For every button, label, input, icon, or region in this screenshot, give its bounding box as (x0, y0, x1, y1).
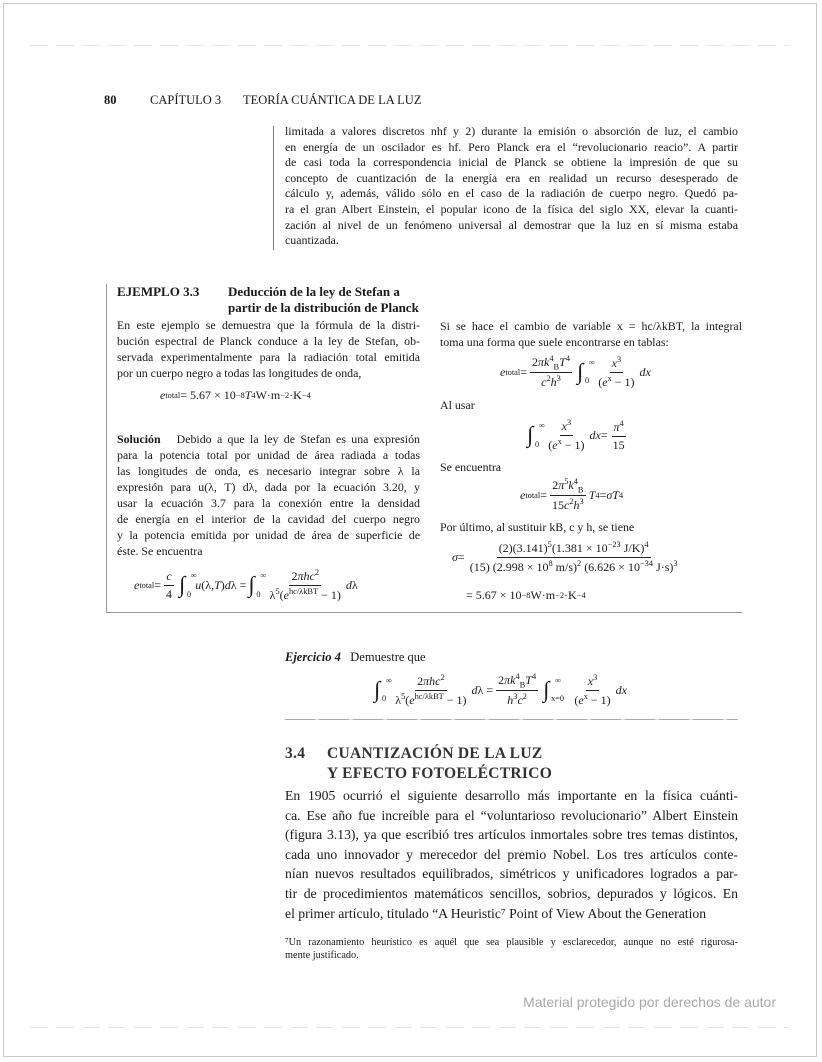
math-text: 2 (498, 673, 505, 687)
math-superscript: 3 (566, 418, 572, 427)
math-text: − 1) (611, 374, 635, 389)
exercise-heading (285, 650, 426, 665)
math-superscript: −2 (280, 391, 290, 400)
example-title (117, 284, 419, 316)
text-line: limitada a valores discretos nhf y 2) durante la emisión o absorción de luz, el cambio (285, 124, 738, 138)
math-fraction (496, 672, 538, 708)
math-variable: c (166, 569, 172, 583)
math-text: ·K (289, 388, 302, 402)
text-line: ca. Ese año fue increíble para el “voluntarioso revolucionario” Albert Einstein (285, 807, 738, 823)
math-text: 2 (417, 673, 424, 688)
section-title-line2: Y EFECTO FOTOELÉCTRICO (327, 765, 553, 782)
integral-upper-limit: ∞ (191, 571, 197, 581)
text-line: concepto de cuantización de la energía era en realidad un recurso desesperado de (285, 170, 738, 185)
math-text: (15) (2.998 × 10 (469, 560, 549, 574)
text-line: bución espectral de Planck conduce a la ley de Stefan, ob- (117, 334, 420, 348)
exercise-equation (372, 672, 627, 708)
math-variable: x (587, 673, 594, 688)
intro-margin-bar (273, 126, 274, 250)
math-variable: x (611, 355, 617, 370)
math-fraction (596, 355, 636, 390)
math-variable: e (552, 438, 558, 452)
integral-sign-icon (248, 571, 267, 599)
math-variable: σT (606, 487, 619, 502)
math-superscript: −8 (521, 591, 531, 600)
integral-symbol: ∫ (543, 676, 550, 702)
fraction-numerator (496, 672, 538, 691)
text-line: ra el gran Albert Einstein, el popular icono de la física del siglo XX, elevar la cuanti- (285, 201, 738, 216)
math-variable: πhc (297, 569, 315, 583)
math-superscript: 5 (547, 540, 552, 549)
math-text: ( (405, 692, 410, 707)
math-variable: T (525, 673, 532, 687)
math-variable: e (283, 588, 289, 602)
fraction-numerator (415, 673, 447, 691)
math-subscript: B (577, 485, 584, 495)
equation-sigma-numeric (452, 540, 683, 575)
math-superscript: 4 (565, 354, 570, 363)
math-variable: T (588, 487, 596, 502)
math-superscript: 4 (573, 477, 578, 486)
math-variable: e (602, 374, 608, 389)
solution-block (117, 431, 420, 559)
math-text: J/K) (620, 541, 645, 555)
math-superscript: 2 (546, 374, 551, 384)
math-text: λ (395, 692, 402, 707)
equation-sigma-value (466, 588, 586, 603)
text-line: (figura 3.13), ya que escribió tres artículos inmortales sobre tres temas distintos, (285, 827, 738, 843)
text-line: de casi toda la correspondencia inicial de Planck se obtiene la impresión de que su (285, 155, 738, 170)
math-text: 2 (532, 355, 538, 369)
section-number: 3.4 (285, 745, 306, 762)
text-line: para la potencia total por unidad de área radiada a todas (117, 448, 420, 462)
text-line: servada experimentalmente para la radiación total emitida (117, 350, 420, 364)
math-text: 2 (552, 478, 559, 492)
integral-lower-limit: 0 (187, 589, 192, 599)
fraction-numerator (612, 419, 626, 437)
math-text: − 1) (561, 438, 585, 452)
math-superscript: −8 (235, 391, 245, 400)
integral-symbol: ∫ (527, 422, 534, 448)
math-text: = 5.67 × 10 (466, 588, 522, 602)
math-superscript: x (557, 437, 562, 446)
math-superscript: 2 (522, 692, 527, 702)
math-text: W·m (255, 388, 281, 402)
math-superscript: 3 (593, 672, 598, 682)
integral-symbol: ∫ (179, 572, 186, 598)
math-text: = (457, 550, 465, 564)
fraction-denominator (550, 496, 586, 513)
math-superscript: 5 (564, 477, 569, 486)
integral-sign-icon (527, 421, 545, 449)
math-text: λ (269, 588, 276, 602)
math-superscript: hc/λkBT (288, 587, 319, 596)
math-superscript: 4 (644, 540, 649, 549)
footnote (285, 936, 738, 962)
math-text: W·m (530, 588, 556, 602)
math-fraction (546, 418, 586, 453)
example-intro (117, 317, 420, 381)
math-variable: dx (639, 364, 651, 379)
fraction-numerator (610, 355, 624, 373)
math-superscript: −4 (576, 591, 586, 600)
math-superscript: 3 (579, 497, 584, 507)
math-superscript: x (607, 373, 612, 383)
equation-total-integral (134, 568, 358, 603)
math-variable: πhc (423, 673, 441, 688)
math-variable: T (559, 355, 566, 369)
math-superscript: x (583, 691, 588, 701)
text-line: cada uno innovador y merecedor del premio Nobel. Los tres artículos conte- (285, 846, 738, 862)
integral-symbol: ∫ (248, 572, 255, 598)
math-text: J·s) (653, 560, 674, 574)
text-line: éste. Se encuentra (117, 544, 203, 558)
integral-lower-limit: 0 (382, 694, 387, 704)
text-line: cálculo y, además, válido sólo en el caso de la radiación de cuerpo negro. Quedó pa- (285, 186, 738, 201)
scan-artifact-top (30, 45, 790, 46)
fraction-numerator (289, 568, 321, 586)
math-variable: e (160, 388, 166, 402)
math-superscript: 2 (577, 559, 582, 568)
math-variable: πk (504, 673, 516, 687)
fraction-numerator (560, 418, 574, 436)
text-line: tir de procedimientos matemáticos sencillos, sobrios, depurados y lógicos. En (285, 885, 738, 901)
scan-artifact-bottom (30, 1027, 790, 1028)
text-line: nían nuevos resultados equilibrados, simétricos y unificadores logrados a par- (285, 866, 738, 882)
text-line: en energía de un oscilador es hf. Pero Planck era el “revolucionario reacio”. A partir (285, 139, 738, 154)
math-variable: T (214, 578, 221, 592)
chapter-label: CAPÍTULO 3 (150, 93, 222, 107)
math-fraction (572, 673, 612, 708)
solution-first-line (117, 431, 420, 447)
section-heading (285, 744, 552, 784)
math-text: = (599, 487, 607, 502)
fraction-denominator (505, 691, 529, 708)
intro-paragraph (285, 124, 738, 249)
solution-rest (117, 447, 420, 559)
math-fraction (530, 354, 572, 390)
math-superscript: hc/λkBT (414, 691, 444, 701)
text-line: mente justificado. (285, 950, 359, 961)
math-superscript: 4 (618, 490, 624, 500)
math-text: (λ, (201, 578, 215, 592)
integral-sign-icon (577, 357, 595, 386)
solution-label: Solución (117, 432, 161, 446)
text-line: cuantizada. (285, 233, 339, 248)
math-superscript: 2 (314, 568, 320, 577)
math-variable: c (564, 498, 570, 513)
math-text: ( (574, 692, 579, 707)
integral-sign-icon (543, 675, 564, 704)
math-variable: d (224, 578, 231, 592)
example-bottom-rule (106, 612, 742, 613)
integral-symbol: ∫ (374, 676, 381, 702)
math-text: − 1) (443, 692, 467, 707)
math-text: (1.381 × 10 (551, 541, 608, 555)
math-variable: e (134, 578, 140, 592)
text-line: y la potencia emitida por unidad de área de superficie de (117, 528, 420, 542)
equation-sigma-definition (520, 477, 623, 513)
math-fraction (393, 673, 468, 708)
fraction-denominator (268, 586, 343, 603)
math-subscript: total (505, 367, 521, 377)
integral-upper-limit: ∞ (539, 421, 545, 431)
math-text: 4 (166, 587, 172, 601)
math-variable: d (345, 578, 352, 592)
equation-substitution (500, 354, 651, 390)
math-superscript: −23 (607, 540, 621, 549)
math-text: ·K (564, 588, 577, 602)
math-variable: c (541, 375, 547, 390)
text-line: En 1905 ocurrió el siguiente desarrollo más importante en la física cuánti- (285, 788, 738, 803)
fraction-numerator (497, 540, 651, 558)
integral-upper-limit: ∞ (589, 357, 595, 367)
integral-lower-limit: 0 (585, 376, 590, 386)
fraction-denominator (393, 691, 468, 708)
fraction-denominator (596, 373, 636, 390)
math-text: 15 (612, 437, 625, 452)
chapter-title: TEORÍA CUÁNTICA DE LA LUZ (243, 93, 422, 107)
copyright-watermark: Material protegido por derechos de autor (523, 994, 776, 1010)
text-line: En este ejemplo se demuestra que la fórmula de la distri- (117, 318, 420, 332)
math-text: λ (351, 578, 358, 592)
integral-symbol: ∫ (577, 358, 584, 384)
text-line: el primer artículo, titulado “A Heuristic⁷ Point of View About the Generation (285, 905, 707, 921)
math-superscript: 5 (275, 587, 280, 596)
math-text: (2)(3.141) (498, 541, 548, 555)
math-variable: h (550, 375, 557, 390)
example-margin-bar (106, 284, 107, 613)
math-text: ( (279, 588, 284, 602)
fraction-denominator (164, 586, 174, 602)
text-line: Si se hace el cambio de variable x = hc/λkBT, la integral (440, 319, 742, 333)
math-variable: e (409, 692, 415, 707)
math-superscript: 3 (616, 354, 622, 364)
page-number: 80 (104, 93, 117, 107)
math-text: = 5.67 × 10 (180, 388, 236, 402)
example-title-line1: Deducción de la ley de Stefan a (228, 284, 400, 299)
math-superscript: −2 (555, 591, 565, 600)
math-text: = (520, 364, 527, 379)
math-variable: d (471, 682, 478, 697)
math-variable: c (517, 693, 523, 708)
fraction-denominator (468, 558, 680, 575)
math-superscript: 3 (673, 559, 678, 568)
math-superscript: 4 (251, 391, 256, 400)
math-text: (6.626 × 10 (581, 560, 640, 574)
integral-lower-limit: x=0 (551, 694, 564, 704)
math-text: − 1) (587, 692, 611, 707)
math-superscript: 5 (401, 691, 406, 701)
math-text: λ = (230, 578, 247, 592)
math-subscript: B (519, 680, 526, 690)
example-title-line2: partir de la distribución de Planck (228, 300, 419, 315)
math-superscript: −4 (301, 391, 311, 400)
fraction-numerator (586, 673, 600, 691)
math-text: ) (220, 578, 225, 592)
al-usar-text: Al usar (440, 398, 475, 412)
math-variable: e (578, 692, 584, 707)
math-variable: σ (452, 550, 458, 564)
solution-paragraph (117, 431, 420, 559)
math-subscript: total (525, 490, 541, 500)
integral-upper-limit: ∞ (555, 675, 561, 685)
integral-lower-limit: 0 (535, 439, 540, 449)
exercise-prompt: Demuestre que (350, 650, 426, 664)
math-subscript: total (165, 391, 181, 400)
math-text: m/s) (552, 560, 577, 574)
equation-stefan (160, 388, 311, 403)
variable-change-text (440, 318, 742, 350)
integral-sign-icon (179, 571, 197, 599)
math-superscript: 2 (440, 672, 445, 682)
text-line: de energía en el interior de la cavidad del cuerpo negro (117, 512, 420, 526)
fraction-numerator (164, 569, 173, 586)
math-variable: h (573, 498, 580, 513)
math-variable: h (507, 693, 514, 708)
math-subscript: total (139, 581, 155, 590)
integral-upper-limit: ∞ (260, 571, 267, 581)
math-text: 2 (291, 569, 298, 583)
text-line: por un cuerpo negro a todas las longitudes de onda, (117, 366, 362, 380)
se-encuentra-text: Se encuentra (440, 460, 502, 474)
math-superscript: 4 (549, 354, 554, 363)
fraction-denominator (611, 437, 627, 453)
math-text: = (540, 487, 547, 502)
integral-upper-limit: ∞ (386, 675, 392, 685)
equation-table-integral (525, 418, 630, 453)
text-line: ⁷Un razonamiento heurístico es aquél que sea plausible y esclarecedor, aunque no esté rigurosa- (285, 937, 738, 948)
integral-sign-icon (374, 675, 392, 704)
text-line: expresión para u(λ, T) dλ, dada por la ecuación 3.20, y (117, 480, 420, 494)
integral-lower-limit: 0 (256, 589, 261, 599)
math-superscript: 4 (531, 672, 537, 681)
fraction-denominator (546, 436, 586, 453)
math-superscript: 4 (619, 418, 624, 428)
math-variable: k (568, 478, 574, 492)
math-superscript: 3 (556, 374, 561, 384)
example-label: EJEMPLO 3.3 (117, 284, 200, 299)
exercise-divider (285, 719, 738, 720)
fraction-denominator (572, 691, 612, 708)
text-line: toma una forma que suele encontrarse en tablas: (440, 335, 669, 349)
math-superscript: 8 (548, 559, 553, 568)
math-fraction (550, 477, 586, 513)
body-paragraph (285, 786, 738, 923)
math-subscript: B (553, 362, 560, 372)
math-variable: x (561, 419, 567, 433)
math-text: ( (548, 438, 553, 452)
math-fraction (268, 568, 343, 603)
text-line: usar la ecuación 3.7 para la conexión entre la densidad (117, 496, 420, 510)
math-superscript: −34 (639, 559, 654, 568)
fraction-numerator (550, 477, 585, 496)
fraction-numerator (530, 354, 572, 373)
math-variable: T (244, 388, 252, 402)
fraction-denominator (539, 373, 563, 390)
math-fraction (468, 540, 680, 575)
math-text: = (600, 428, 608, 442)
solution-line: Debido a que la ley de Stefan es una expresión (176, 432, 420, 446)
math-variable: dx (615, 682, 627, 697)
text-line: las longitudes de onda, es necesario integrar sobre λ la (117, 464, 420, 478)
math-text: 15 (552, 498, 564, 513)
section-title-line1: CUANTIZACIÓN DE LA LUZ (327, 745, 543, 762)
math-variable: u (195, 578, 202, 592)
math-variable: dx (589, 428, 601, 442)
por-ultimo-text: Por último, al sustituir kB, c y h, se tiene (440, 520, 635, 534)
math-text: ( (598, 374, 603, 389)
math-variable: π (558, 478, 565, 492)
exercise-label: Ejercicio 4 (285, 650, 341, 664)
math-text: λ = (477, 682, 494, 697)
math-superscript: 3 (513, 692, 518, 702)
text-line: zación al nivel de un fenómeno universal al demostrar que la luz en sí misma estaba (285, 217, 738, 232)
math-text: = (154, 578, 161, 592)
math-text: − 1) (318, 588, 341, 602)
math-superscript: 4 (595, 490, 600, 500)
math-variable: e (500, 364, 506, 379)
math-variable: π (613, 419, 620, 434)
math-fraction (164, 569, 174, 602)
math-superscript: 4 (515, 672, 520, 681)
math-variable: e (520, 487, 526, 502)
math-variable: πk (538, 355, 550, 369)
math-fraction (611, 419, 627, 453)
math-superscript: 2 (569, 497, 574, 507)
